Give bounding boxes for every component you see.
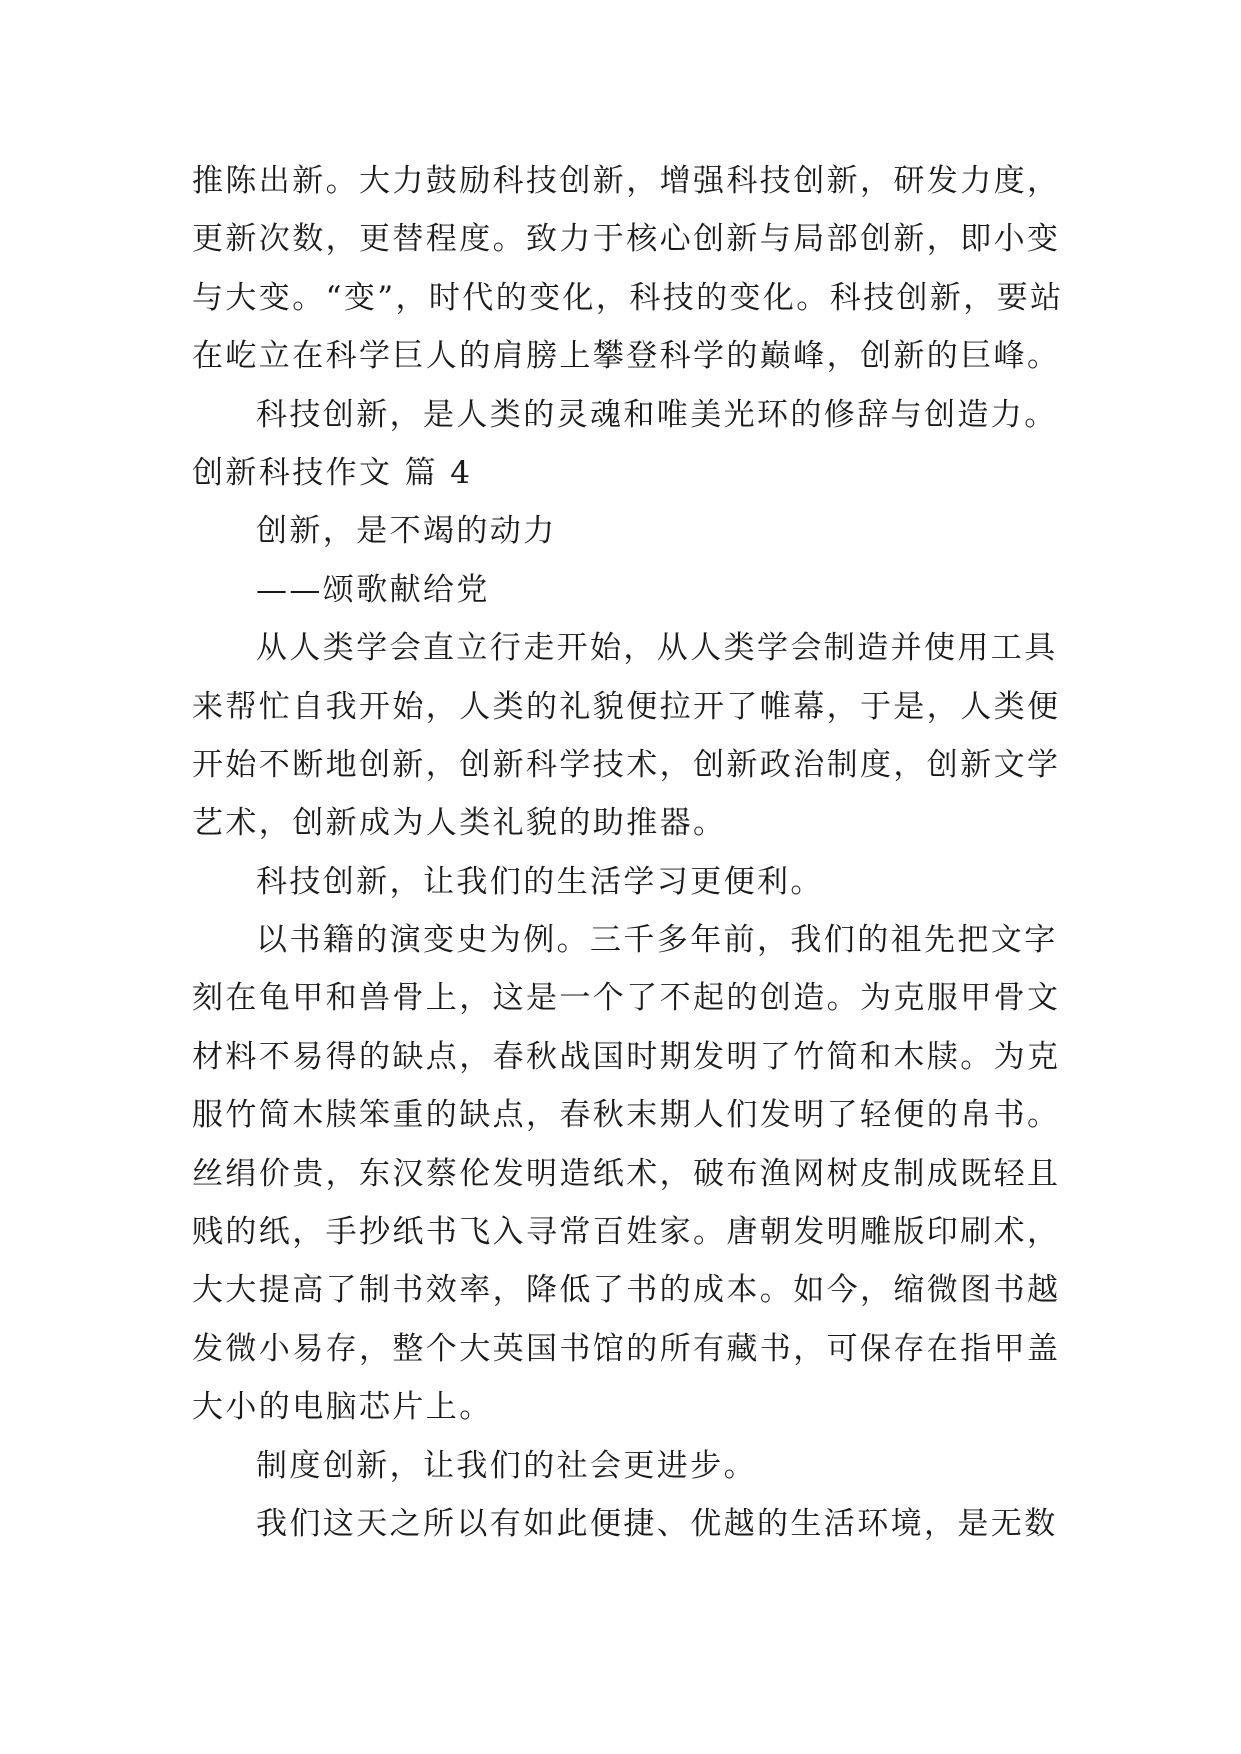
text-line-19: 贱的纸，手抄纸书飞入寻常百姓家。唐朝发明雕版印刷术，: [192, 1214, 1061, 1251]
text-line-2: 更新次数，更替程度。致力于核心创新与局部创新，即小变: [192, 221, 1061, 258]
text-line-9: 从人类学会直立行走开始，从人类学会制造并使用工具: [256, 630, 1058, 667]
text-line-23: 制度创新，让我们的社会更进步。: [256, 1447, 757, 1484]
essay-title: 创新，是不竭的动力: [256, 513, 557, 550]
text-line-18: 丝绢价贵，东汉蔡伦发明造纸术，破布渔网树皮制成既轻且: [192, 1155, 1061, 1192]
text-line-12: 艺术，创新成为人类礼貌的助推器。: [192, 805, 727, 842]
text-line-5: 科技创新，是人类的灵魂和唯美光环的修辞与创造力。: [256, 396, 1058, 433]
text-line-22: 大小的电脑芯片上。: [192, 1389, 493, 1426]
text-line-4: 在屹立在科学巨人的肩膀上攀登科学的巅峰，创新的巨峰。: [192, 338, 1061, 375]
section-heading: 创新科技作文 篇 4: [192, 454, 473, 491]
text-line-3: 与大变。“变”，时代的变化，科技的变化。科技创新，要站: [192, 279, 1064, 316]
text-line-11: 开始不断地创新，创新科学技术，创新政治制度，创新文学: [192, 746, 1061, 783]
text-line-16: 材料不易得的缺点，春秋战国时期发明了竹简和木牍。为克: [192, 1038, 1061, 1075]
text-line-14: 以书籍的演变史为例。三千多年前，我们的祖先把文字: [256, 922, 1058, 959]
text-line-21: 发微小易存，整个大英国书馆的所有藏书，可保存在指甲盖: [192, 1330, 1061, 1367]
text-line-1: 推陈出新。大力鼓励科技创新，增强科技创新，研发力度，: [192, 163, 1061, 199]
text-line-15: 刻在龟甲和兽骨上，这是一个了不起的创造。为克服甲骨文: [192, 980, 1061, 1017]
document-page: [192, 152, 1064, 1553]
essay-subtitle: ——颂歌献给党: [256, 571, 490, 608]
text-line-13: 科技创新，让我们的生活学习更便利。: [256, 863, 824, 900]
text-line-10: 来帮忙自我开始，人类的礼貌便拉开了帷幕，于是，人类便: [192, 688, 1061, 725]
text-line-17: 服竹简木牍笨重的缺点，春秋末期人们发明了轻便的帛书。: [192, 1097, 1061, 1134]
text-line-24: 我们这天之所以有如此便捷、优越的生活环境，是无数: [256, 1505, 1058, 1542]
text-line-20: 大大提高了制书效率，降低了书的成本。如今，缩微图书越: [192, 1272, 1061, 1309]
